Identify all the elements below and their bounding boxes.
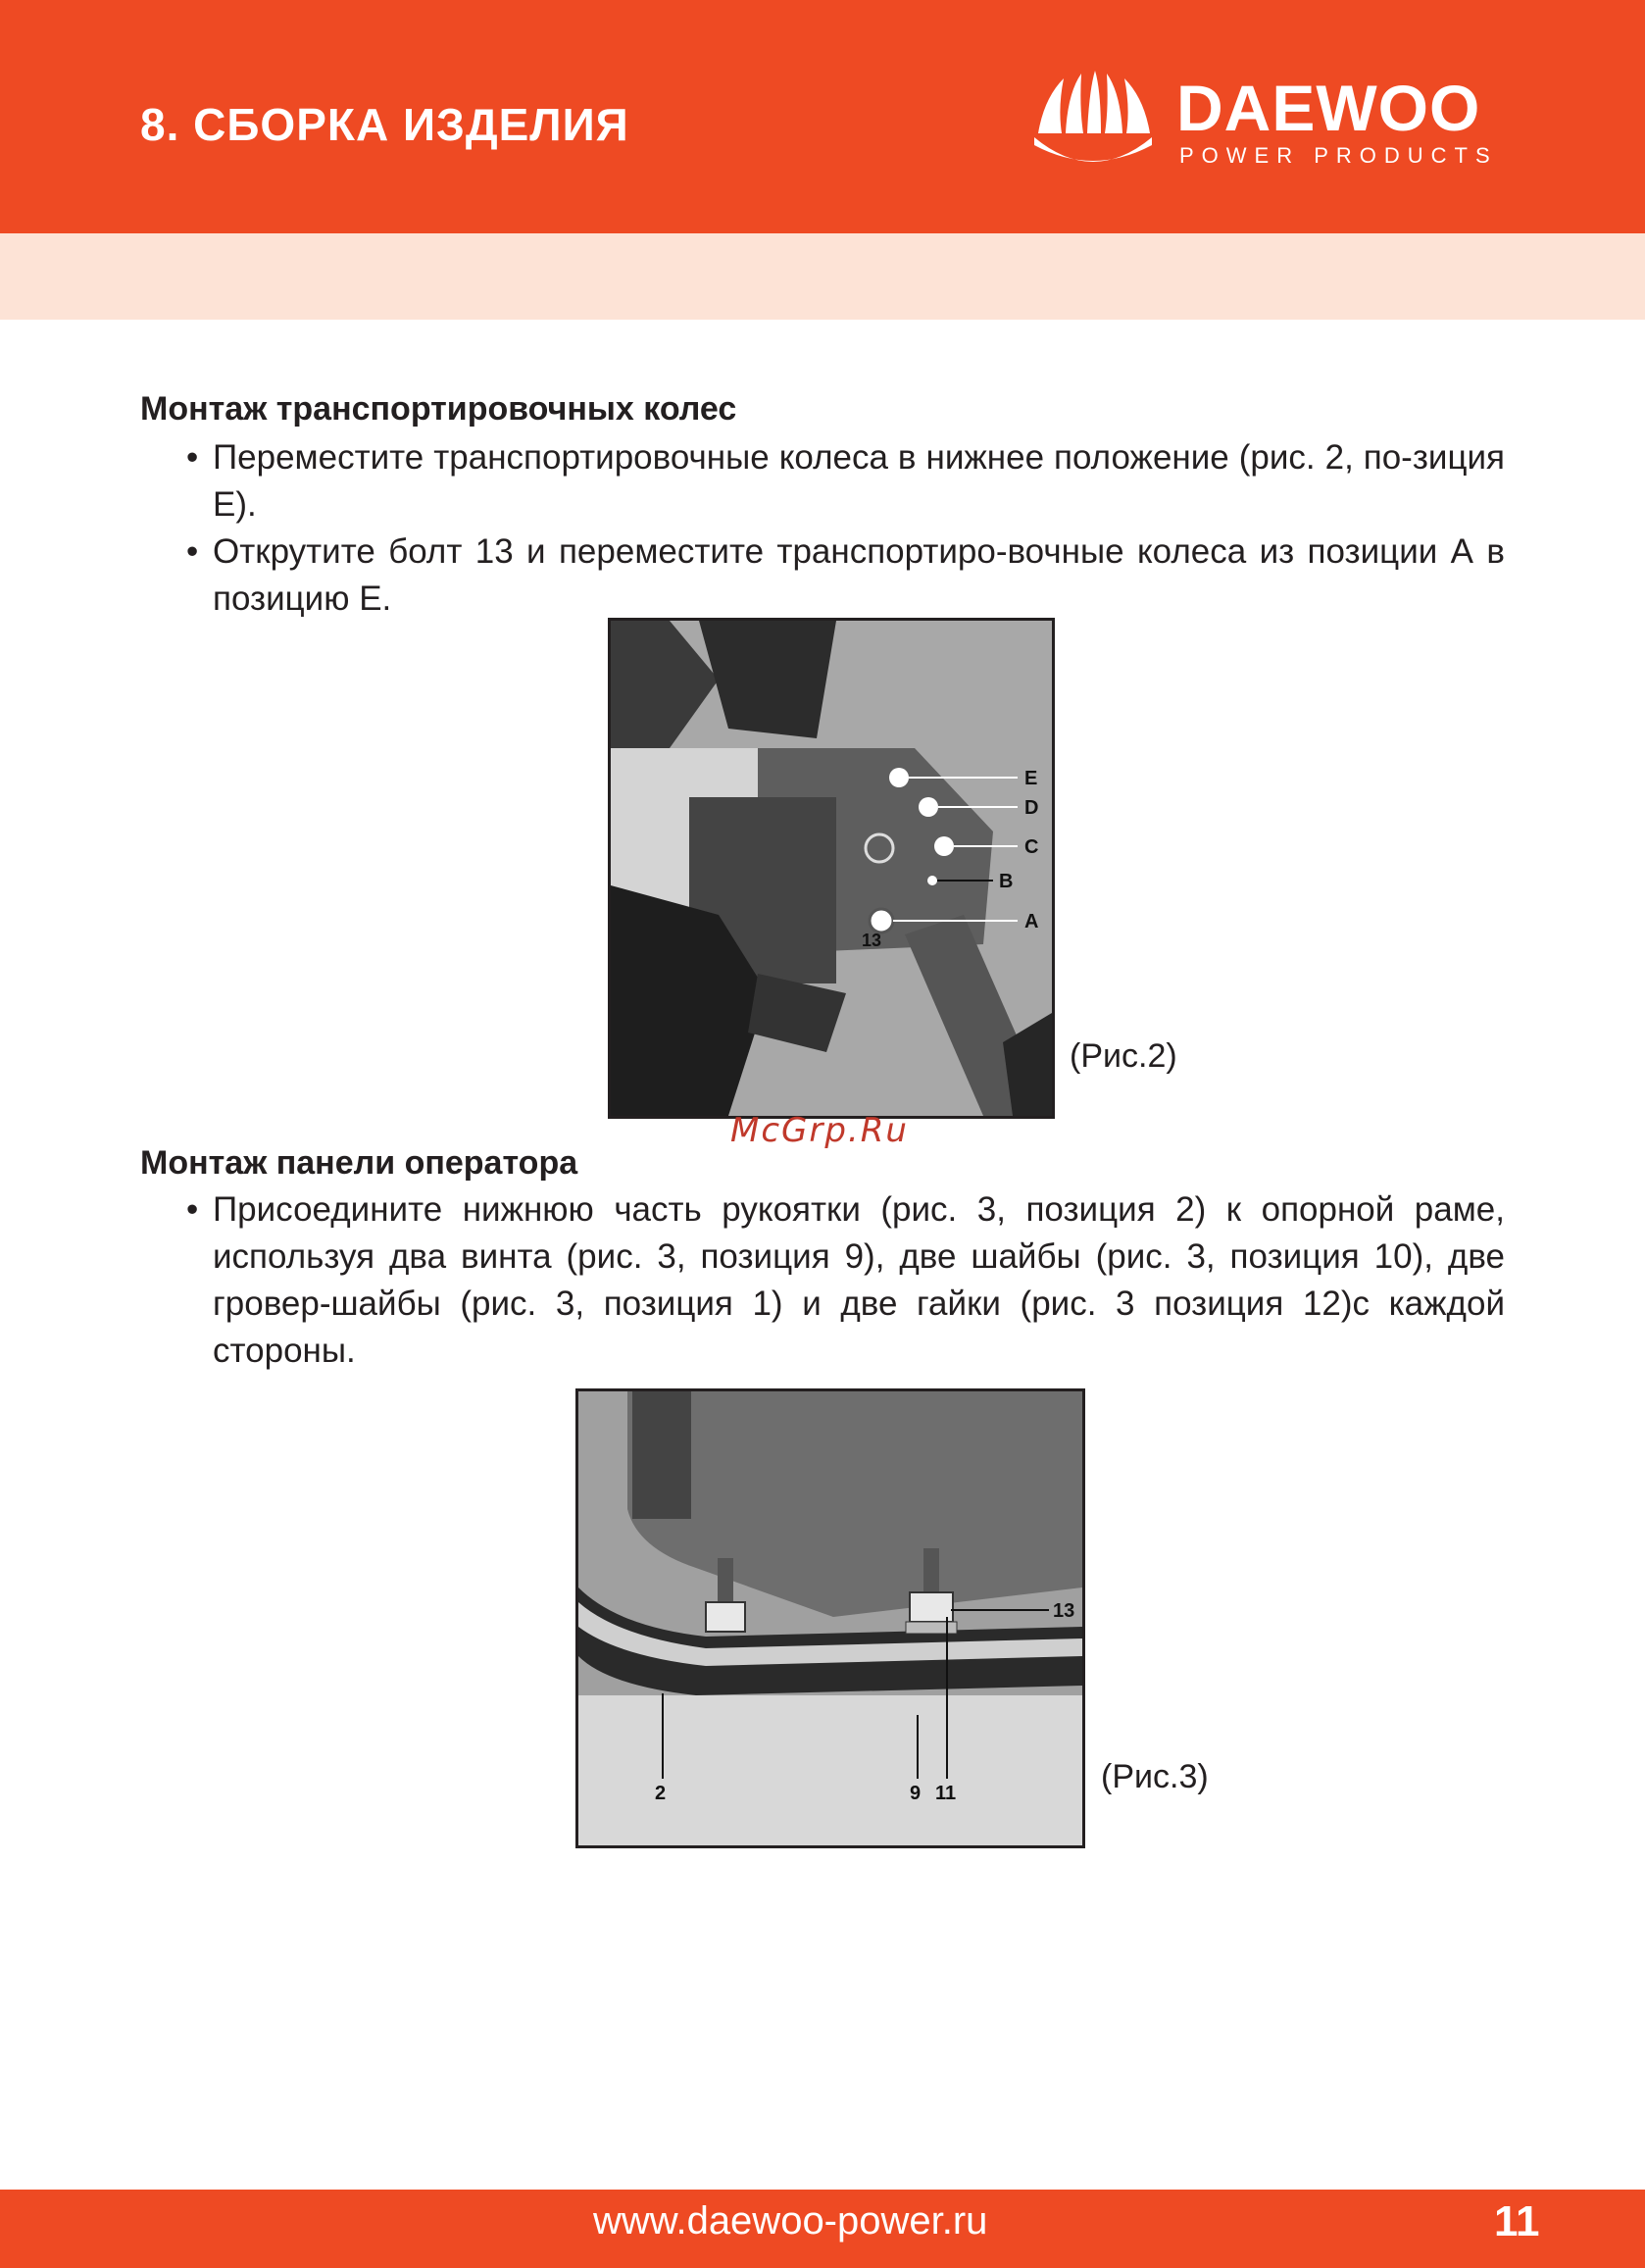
- section-title: 8. СБОРКА ИЗДЕЛИЯ: [140, 99, 629, 150]
- logo-brand-text: DAEWOO: [1176, 72, 1481, 144]
- fig2-label-b: B: [999, 871, 1014, 892]
- fig2-label-d: D: [1024, 797, 1039, 819]
- figure-2-photo: [608, 618, 1055, 1119]
- fig3-label-13: 13: [1053, 1600, 1075, 1622]
- bullet-text: Переместите транспортировочные колеса в нижнее положение (рис. 2, по-зиция Е).: [213, 438, 1505, 524]
- list-item: • Открутите болт 13 и переместите транспортиро-вочные колеса из позиции А в позицию Е.: [186, 532, 1505, 618]
- list-item: • Присоедините нижнюю часть рукоятки (рис. 3, позиция 2) к опорной раме, используя два винта (рис. 3, позиция 9), две шайбы (рис. 3, позиция 10), две гровер-шайбы (рис. 3, позиция 1) и две гайки (рис. 3 позиция 12)с каждой стороны.: [186, 1190, 1505, 1370]
- heading-operator-panel: Монтаж панели оператора: [140, 1144, 578, 1182]
- figure-2-caption: (Рис.2): [1070, 1037, 1177, 1075]
- header-band: [0, 233, 1645, 320]
- fig3-label-2: 2: [655, 1783, 667, 1804]
- logo-subtitle: POWER PRODUCTS: [1179, 143, 1498, 168]
- figure-3-photo: [575, 1388, 1085, 1848]
- page-footer: [0, 2190, 1645, 2268]
- panel-bullet-list: [186, 1186, 1505, 1375]
- fig2-label-e: E: [1024, 768, 1038, 789]
- fig2-label-c: C: [1024, 836, 1039, 858]
- footer-url: www.daewoo-power.ru: [593, 2199, 988, 2243]
- bullet-text: Открутите болт 13 и переместите транспортиро-вочные колеса из позиции А в позицию Е.: [213, 532, 1505, 618]
- page-header: [0, 0, 1645, 233]
- figure-3-caption: (Рис.3): [1101, 1758, 1209, 1795]
- watermark: McGrp.Ru: [730, 1111, 909, 1150]
- list-item: • Переместите транспортировочные колеса в нижнее положение (рис. 2, по-зиция Е).: [186, 438, 1505, 524]
- fig3-label-9: 9: [910, 1783, 922, 1804]
- page-number: 11: [1494, 2197, 1540, 2245]
- fig2-label-13: 13: [862, 931, 882, 950]
- bullet-text: Присоедините нижнюю часть рукоятки (рис. 3, позиция 2) к опорной раме, используя два винта (рис. 3, позиция 9), две шайбы (рис. 3, позиция 10), две гровер-шайбы (рис. 3, позиция 1) и две гайки (рис. 3 позиция 12)с каждой стороны.: [213, 1190, 1505, 1370]
- fig2-label-a: A: [1024, 911, 1039, 932]
- heading-wheels: Монтаж транспортировочных колес: [140, 390, 737, 428]
- wheels-bullet-list: [186, 434, 1505, 623]
- logo-fan-icon: [1024, 69, 1162, 176]
- daewoo-logo: [1024, 69, 1515, 176]
- fig3-label-11: 11: [935, 1783, 957, 1804]
